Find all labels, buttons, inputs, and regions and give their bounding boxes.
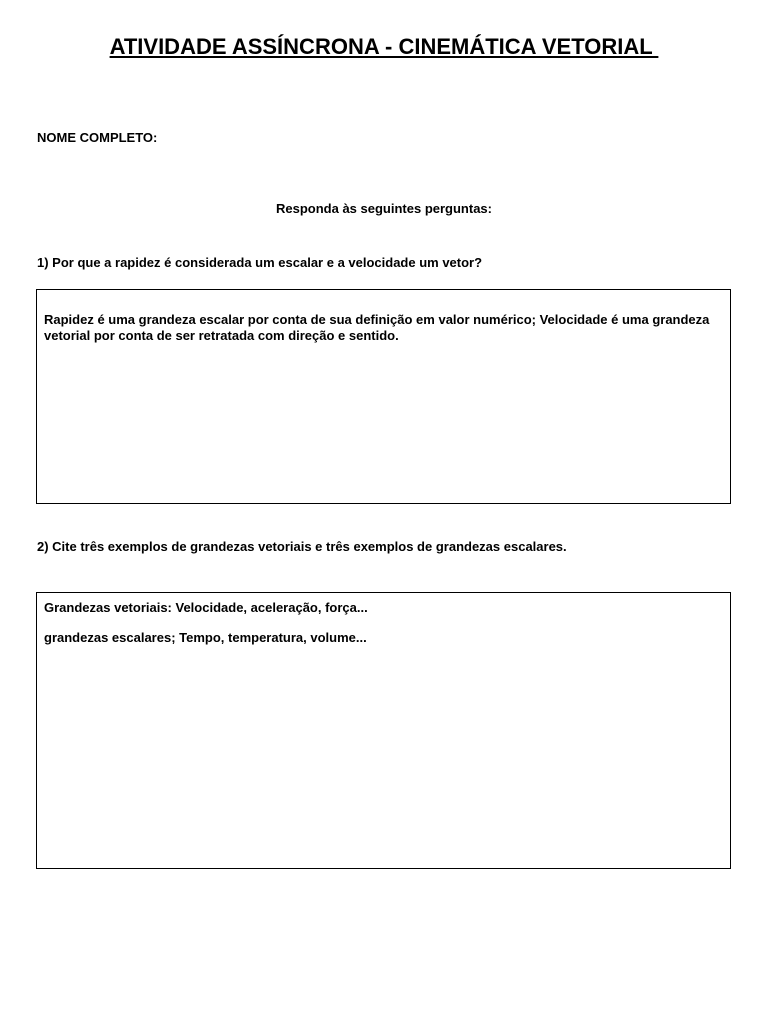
question-1-prompt: 1) Por que a rapidez é considerada um escalar e a velocidade um vetor? [37,255,483,270]
question-2-prompt: 2) Cite três exemplos de grandezas vetoriais e três exemplos de grandezas escalares. [37,539,567,554]
document-title: ATIVIDADE ASSÍNCRONA - CINEMÁTICA VETORIAL [109,34,659,59]
question-1-answer-text: Rapidez é uma grandeza escalar por conta de sua definição em valor numérico; Velocidade é uma grandeza vetorial por conta de ser retratada com direção e sentido. [44,312,710,343]
question-2-answer-vector-examples: Grandezas vetoriais: Velocidade, aceleração, força... [44,600,368,615]
full-name-label: NOME COMPLETO: [37,130,158,145]
instructions-text: Responda às seguintes perguntas: [276,201,492,216]
question-2-answer-scalar-examples: grandezas escalares; Tempo, temperatura, volume... [44,630,367,645]
question-1-answer-box[interactable] [36,289,731,504]
question-2-answer-box[interactable] [36,592,731,869]
